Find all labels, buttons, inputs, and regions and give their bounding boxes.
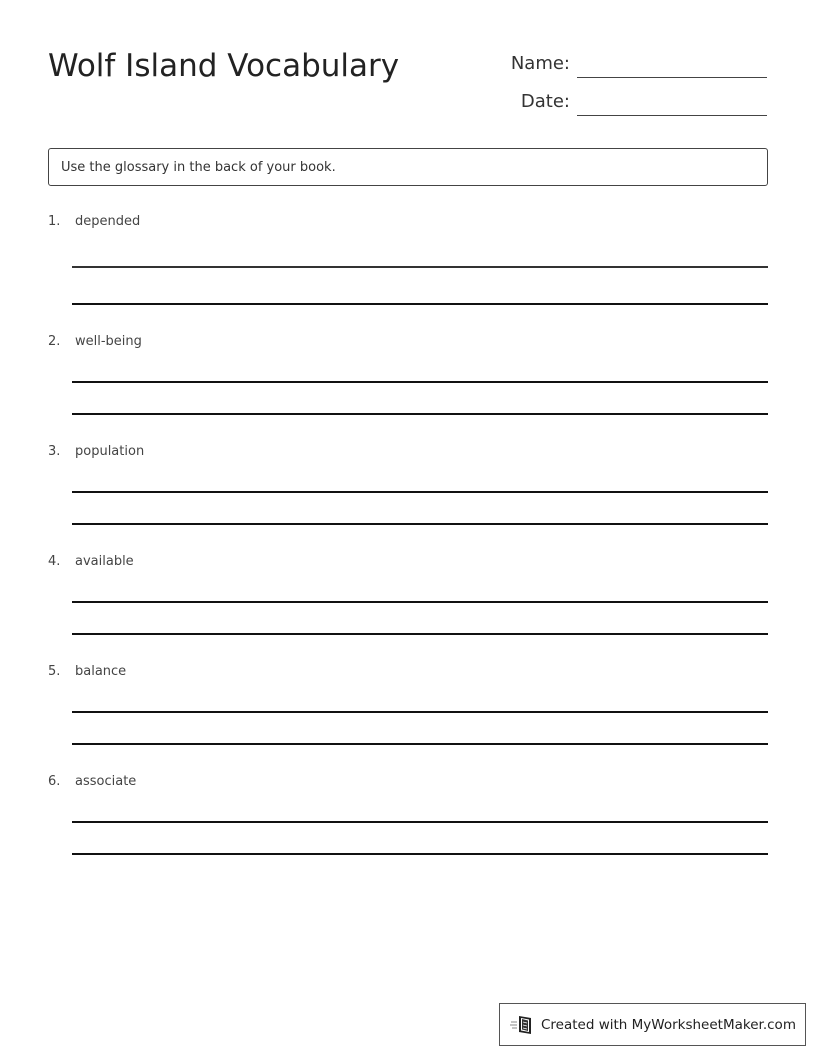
answer-line[interactable]: [72, 413, 768, 415]
item-number: 3.: [48, 444, 61, 459]
answer-line[interactable]: [72, 523, 768, 525]
answer-line[interactable]: [72, 266, 768, 268]
answer-line[interactable]: [72, 303, 768, 305]
date-input-line[interactable]: [577, 115, 767, 116]
name-label: Name:: [510, 53, 570, 74]
item-number: 1.: [48, 214, 61, 229]
name-field[interactable]: [490, 48, 767, 78]
item-number: 5.: [48, 664, 61, 679]
answer-line[interactable]: [72, 633, 768, 635]
answer-line[interactable]: [72, 853, 768, 855]
item-word: population: [75, 444, 145, 459]
item-word: depended: [75, 214, 141, 229]
answer-line[interactable]: [72, 821, 768, 823]
item-number: 2.: [48, 334, 61, 349]
answer-line[interactable]: [72, 381, 768, 383]
item-number: 4.: [48, 554, 61, 569]
footer-text: Created with MyWorksheetMaker.com: [541, 1016, 796, 1033]
footer-credit[interactable]: [499, 1003, 806, 1046]
date-label: Date:: [520, 91, 570, 112]
answer-line[interactable]: [72, 711, 768, 713]
answer-line[interactable]: [72, 743, 768, 745]
instructions-box: [48, 148, 768, 186]
instructions-text: Use the glossary in the back of your book.: [61, 159, 336, 175]
answer-line[interactable]: [72, 601, 768, 603]
page-title: Wolf Island Vocabulary: [48, 48, 400, 84]
item-number: 6.: [48, 774, 61, 789]
item-word: available: [75, 554, 134, 569]
worksheet-maker-logo-icon: [510, 1014, 536, 1036]
answer-line[interactable]: [72, 491, 768, 493]
name-input-line[interactable]: [577, 77, 767, 78]
date-field[interactable]: [490, 86, 767, 116]
item-word: well-being: [75, 334, 142, 349]
item-word: associate: [75, 774, 137, 789]
item-word: balance: [75, 664, 127, 679]
